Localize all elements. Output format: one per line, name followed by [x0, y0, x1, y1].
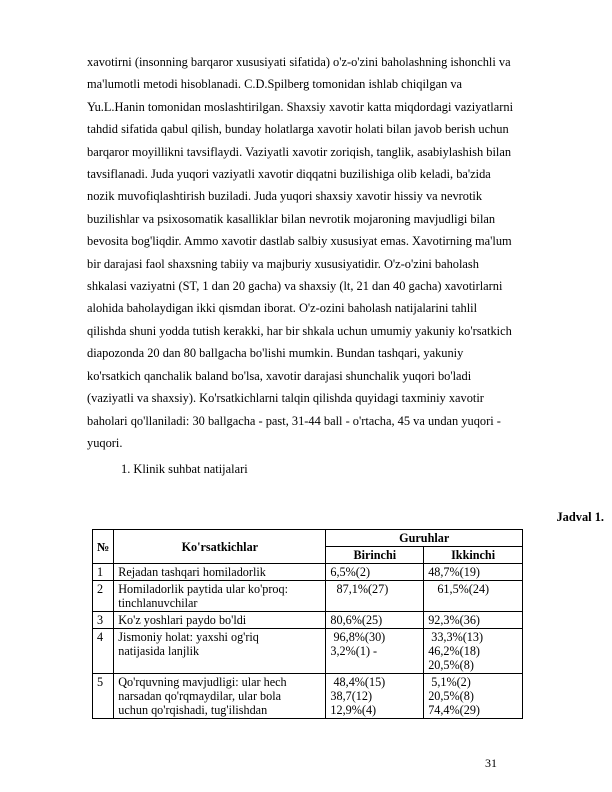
paragraph-line: tavsiflanadi. Juda yuqori vaziyatli xavotir diqqatni buzilishiga olib keladi, ba'zida	[87, 167, 491, 182]
row-group-second	[424, 674, 523, 719]
paragraph-line: yuqori.	[87, 435, 123, 450]
row-group-first	[326, 581, 424, 612]
paragraph-line: tahdid sifatida qabul qilish, bunday holatlarga xavotir holati bilan javob berish uchun	[87, 122, 509, 137]
table-header-row	[93, 530, 523, 547]
table-row	[93, 674, 523, 719]
paragraph-line: alohida baholaydigan ikki qismdan iborat. O'z-ozini baholash natijalarini tahlil	[87, 301, 478, 316]
value-line: 48,7%(19)	[428, 565, 480, 579]
indicator-line: Rejadan tashqari homiladorlik	[118, 565, 266, 579]
row-group-first	[326, 612, 424, 629]
row-number: 5	[93, 674, 114, 719]
table-row	[93, 629, 523, 674]
paragraph-line: bir darajasi faol shaxsning tabiiy va majburiy xususiyatidir. O'z-o'zini baholash	[87, 256, 479, 271]
indicator-line: Homiladorlik paytida ular ko'proq:	[118, 582, 288, 596]
table-row	[93, 581, 523, 612]
paragraph-line: (vaziyatli va shaxsiy). Ko'rsatkichlarni talqin qilishda quyidagi taxminiy xavotir	[87, 391, 484, 406]
table-caption: Jadval 1.	[556, 510, 604, 524]
value-line: 92,3%(36)	[428, 613, 480, 627]
row-group-first	[326, 674, 424, 719]
row-group-second	[424, 629, 523, 674]
paragraph-line: diapozonda 20 dan 80 ballgacha bo'lishi mumkin. Bundan tashqari, yakuniy	[87, 346, 464, 361]
indicator-line: narsadan qo'rqmaydilar, ular bola	[118, 689, 282, 703]
paragraph-line: ma'lumotli metodi hisoblanadi. C.D.Spilberg tomonidan ishlab chiqilgan va	[87, 77, 463, 92]
indicator-line: Qo'rquvning mavjudligi: ular hech	[118, 675, 287, 689]
value-line: 96,8%(30)	[330, 630, 386, 644]
indicator-line: Jismoniy holat: yaxshi og'riq	[118, 630, 259, 644]
value-line: 6,5%(2)	[330, 565, 371, 579]
value-line: 80,6%(25)	[330, 613, 383, 627]
row-number: 2	[93, 581, 114, 612]
header-groups: Guruhlar	[326, 530, 523, 547]
value-line: 20,5%(8)	[428, 658, 474, 672]
indicator-line: natijasida lanjlik	[118, 644, 200, 658]
row-group-second	[424, 564, 523, 581]
value-line: 46,2%(18)	[428, 644, 480, 658]
value-line: 87,1%(27)	[330, 582, 389, 596]
indicator-line: Ko'z yoshlari paydo bo'ldi	[118, 613, 247, 627]
value-line: 12,9%(4)	[330, 703, 377, 717]
value-line: 20,5%(8)	[428, 689, 474, 703]
row-group-first	[326, 564, 424, 581]
row-indicator	[114, 674, 326, 719]
value-line: 74,4%(29)	[428, 703, 480, 717]
value-line: 33,3%(13)	[428, 630, 484, 644]
paragraph-line: buzilishlar va psixosomatik kasalliklar bilan nevrotik mojaroning mavjudligi bilan	[87, 211, 496, 226]
paragraph-line: Yu.L.Hanin tomonidan moslashtirilgan. Shaxsiy xavotir katta miqdordagi vaziyatlarni	[87, 99, 514, 114]
value-line: 38,7(12)	[330, 689, 373, 703]
paragraph-line: qilishda shuni yodda tutish kerakki, har bir shkala uchun umumiy yakuniy ko'rsatkich	[87, 323, 512, 338]
paragraph-line: ko'rsatkich qanchalik baland bo'lsa, xavotir darajasi shunchalik yuqori bo'ladi	[87, 368, 472, 383]
indicator-line: uchun qo'rqishadi, tug'ilishdan	[118, 703, 268, 717]
row-number: 1	[93, 564, 114, 581]
header-group-second: Ikkinchi	[424, 547, 523, 564]
header-group-first: Birinchi	[326, 547, 424, 564]
paragraph-line: xavotirni (insonning barqaror xususiyati sifatida) o'z-o'zini baholashning ishonchli va	[87, 55, 511, 69]
section-list-item: 1. Klinik suhbat natijalari	[121, 462, 248, 476]
row-group-second	[424, 581, 523, 612]
page-number: 31	[485, 756, 497, 770]
paragraph-line: shkalasi vaziyatni (ST, 1 dan 20 gacha) va shaxsiy (lt, 21 dan 40 gacha) xavotirlarni	[87, 279, 503, 294]
paragraph-line: baholari qo'llaniladi: 30 ballgacha - past, 31-44 ball - o'rtacha, 45 va undan yuqori -	[87, 413, 501, 428]
row-number: 4	[93, 629, 114, 674]
results-table	[92, 529, 523, 719]
paragraph-line: nozik muvofiqlashtirish buziladi. Juda yuqori shaxsiy xavotir hissiy va nevrotik	[87, 189, 483, 204]
paragraph-line: bevosita bog'liqdir. Ammo xavotir dastlab salbiy xususiyat emas. Xavotirning ma'lum	[87, 234, 512, 249]
table-row	[93, 564, 523, 581]
value-line: 48,4%(15)	[330, 675, 386, 689]
table-row	[93, 612, 523, 629]
indicator-line: tinchlanuvchilar	[118, 596, 198, 610]
paragraph-line: barqaror moyillikni tavsiflaydi. Vaziyatli xavotir zoriqish, tanglik, asabiylashish bilan	[87, 144, 512, 159]
value-line: 61,5%(24)	[428, 582, 490, 596]
body-paragraph	[87, 51, 587, 454]
row-number: 3	[93, 612, 114, 629]
row-group-second	[424, 612, 523, 629]
header-indicators: Ko'rsatkichlar	[114, 530, 326, 564]
row-indicator	[114, 612, 326, 629]
value-line: 3,2%(1) -	[330, 644, 378, 658]
header-number: №	[93, 530, 114, 564]
value-line: 5,1%(2)	[428, 675, 471, 689]
row-indicator	[114, 581, 326, 612]
row-indicator	[114, 629, 326, 674]
row-group-first	[326, 629, 424, 674]
row-indicator	[114, 564, 326, 581]
